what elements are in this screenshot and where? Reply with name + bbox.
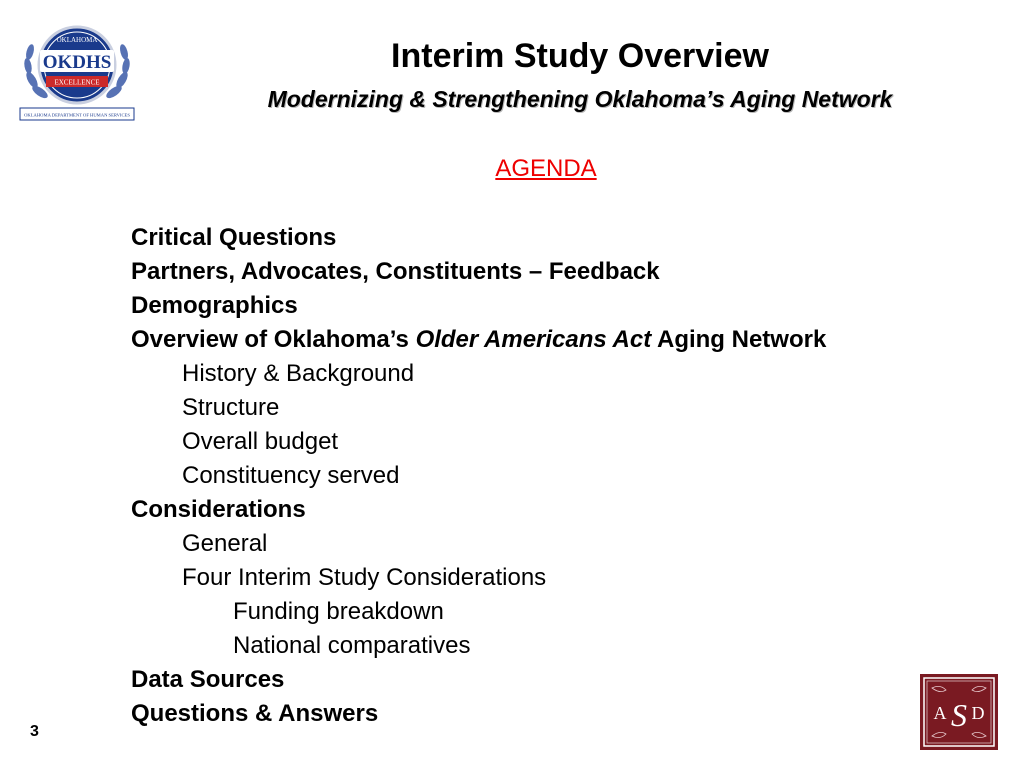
agenda-subsubitem: National comparatives (233, 632, 471, 659)
agenda-item: Considerations (131, 496, 306, 523)
agenda-subitem: Four Interim Study Considerations (182, 564, 547, 591)
agenda-subitem: History & Background (182, 360, 415, 387)
agenda-subitem: Overall budget (182, 428, 339, 455)
agenda-subitem: Constituency served (182, 462, 400, 489)
slide-title: Interim Study Overview (391, 37, 769, 75)
agenda-item: Demographics (131, 292, 298, 319)
agenda-item: Data Sources (131, 666, 285, 693)
agenda-heading: AGENDA (495, 155, 597, 182)
asd-letter-a: A (933, 703, 947, 723)
asd-letter-d: D (971, 703, 985, 723)
agenda-item: Questions & Answers (131, 700, 379, 727)
okdhs-mark-text: OKDHS (42, 52, 112, 73)
page-number: 3 (30, 723, 39, 740)
agenda-item-italic-text: Older Americans Act (415, 326, 652, 353)
okdhs-logo (18, 20, 136, 124)
agenda-item: Partners, Advocates, Constituents – Feedback (131, 258, 660, 285)
agenda-item: Critical Questions (131, 224, 337, 251)
okdhs-ribbon-text: EXCELLENCE (54, 78, 100, 87)
slide-subtitle: Modernizing & Strengthening Oklahoma’s Aging Network (267, 86, 893, 112)
okdhs-top-text: OKLAHOMA (56, 36, 98, 44)
agenda-list (131, 221, 826, 731)
agenda-subsubitem: Funding breakdown (233, 598, 444, 625)
agenda-item-text: Overview of Oklahoma’s (131, 326, 416, 353)
asd-logo (920, 674, 998, 750)
okdhs-bottom-text: OKLAHOMA DEPARTMENT OF HUMAN SERVICES (24, 112, 130, 118)
agenda-item (131, 323, 826, 357)
agenda-subitem: Structure (182, 394, 280, 421)
agenda-item-text: Aging Network (651, 326, 827, 353)
asd-letter-s: S (951, 697, 967, 733)
agenda-subitem: General (182, 530, 268, 557)
